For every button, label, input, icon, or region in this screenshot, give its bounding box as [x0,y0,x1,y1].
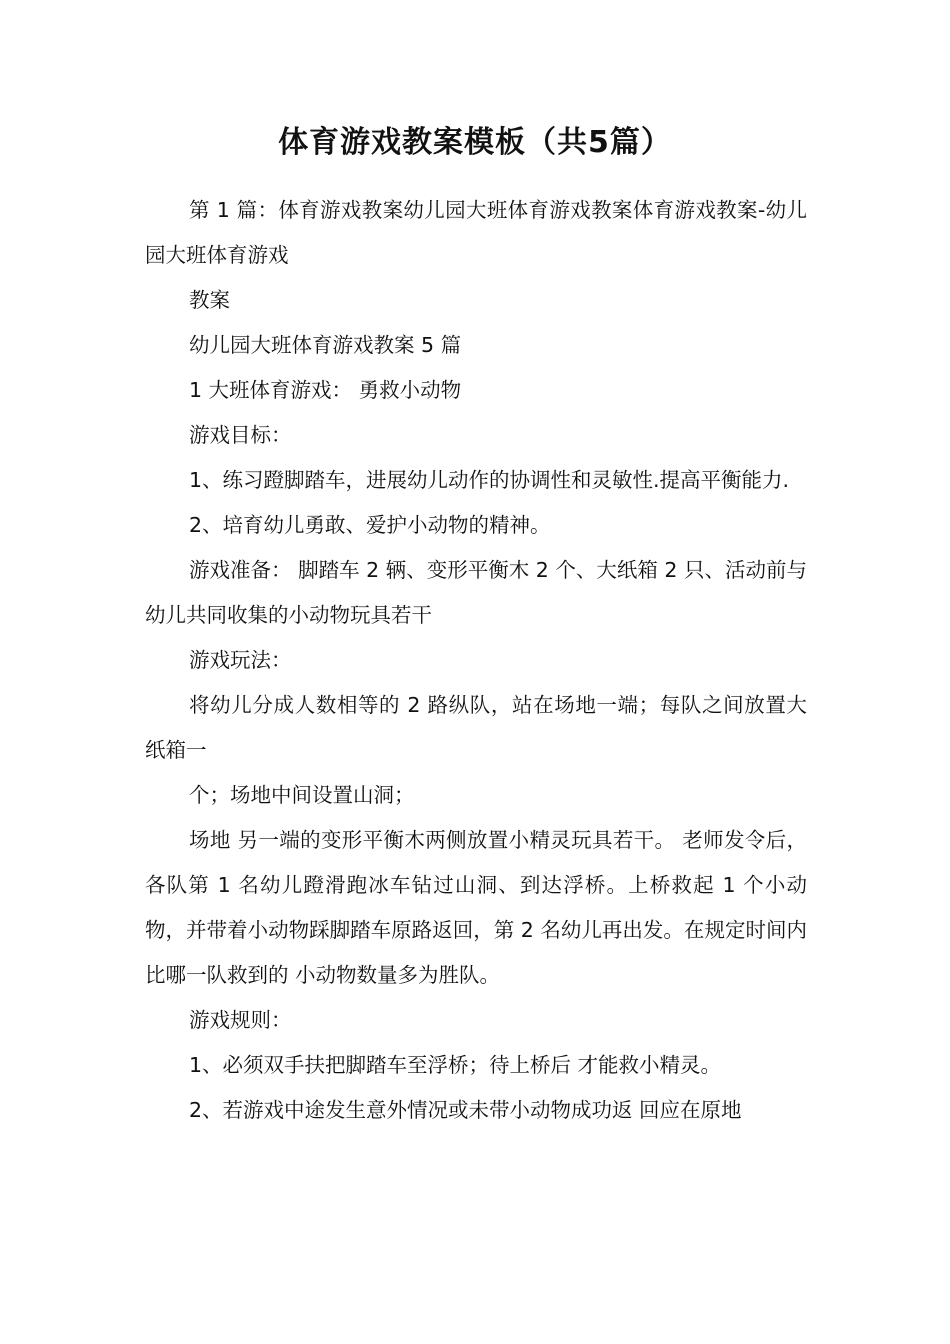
paragraph-preparation: 游戏准备： 脚踏车 2 辆、变形平衡木 2 个、大纸箱 2 只、活动前与幼儿共同收集的小动物玩具若干 [145,558,807,627]
paragraph-game-name: 1 大班体育游戏： 勇救小动物 [189,378,462,402]
paragraph-rule-1: 1、必须双手扶把脚踏车至浮桥；待上桥后 才能救小精灵。 [189,1053,722,1077]
paragraph-play-heading: 游戏玩法： [189,648,292,672]
paragraph-rules-heading: 游戏规则： [189,1008,292,1032]
paragraph-play-3: 场地 另一端的变形平衡木两侧放置小精灵玩具若干。 老师发令后，各队第 1 名幼儿蹬滑跑冰车钻过山洞、到达浮桥。上桥救起 1 个小动物，并带着小动物踩脚踏车原路返回，第 2 名幼儿再出发。在规定时间内比哪一队救到的 小动物数量多为胜队。 [145,828,807,987]
paragraph-goal-1: 1、练习蹬脚踏车，进展幼儿动作的协调性和灵敏性.提高平衡能力. [189,468,790,492]
paragraph-goal-2: 2、培育幼儿勇敢、爱护小动物的精神。 [189,513,551,537]
paragraph-goals-heading: 游戏目标： [189,423,292,447]
document-body [145,188,807,1133]
paragraph-part1-heading: 第 1 篇：体育游戏教案幼儿园大班体育游戏教案体育游戏教案-幼儿园大班体育游戏 [145,198,807,267]
paragraph-play-2: 个；场地中间设置山洞； [189,783,415,807]
paragraph-play-1: 将幼儿分成人数相等的 2 路纵队，站在场地一端；每队之间放置大纸箱一 [145,693,807,762]
document-title: 体育游戏教案模板（共5篇） [278,125,672,160]
paragraph-subtitle: 幼儿园大班体育游戏教案 5 篇 [189,333,462,357]
paragraph-jiaoan: 教案 [189,288,230,312]
paragraph-rule-2: 2、若游戏中途发生意外情况或未带小动物成功返 回应在原地 [189,1098,742,1122]
